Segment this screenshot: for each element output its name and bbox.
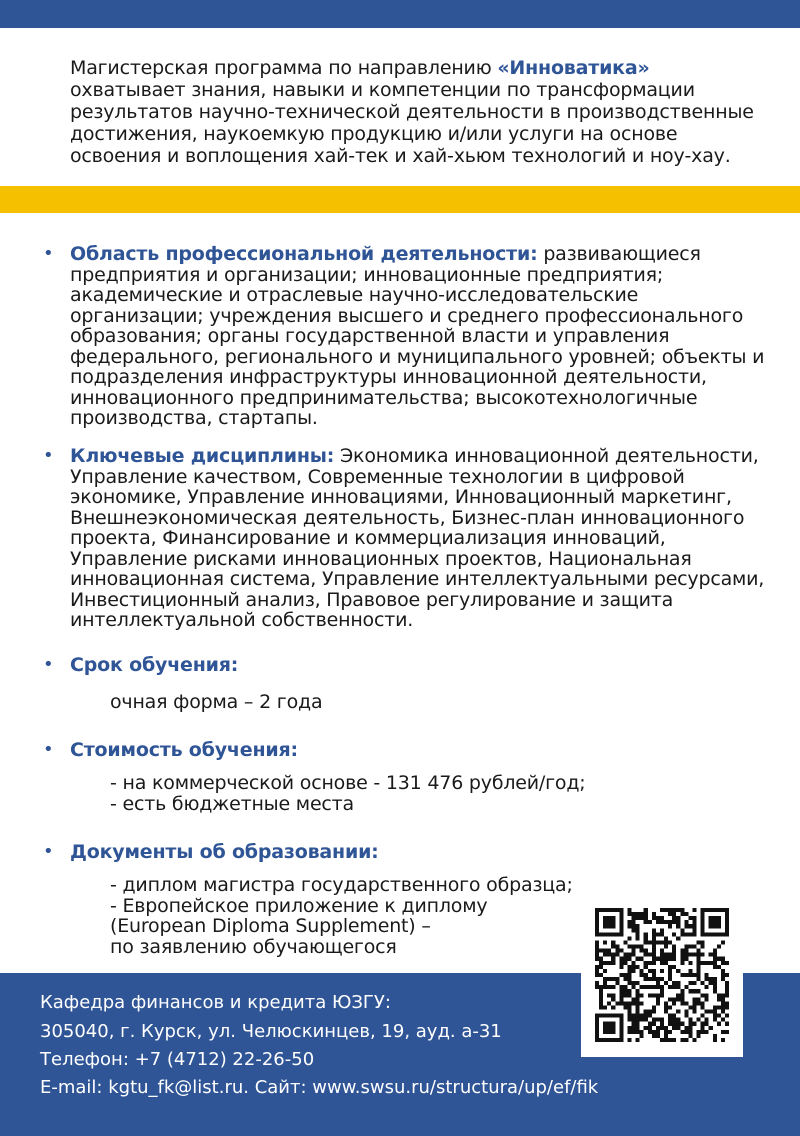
detail-line: - есть бюджетные места — [110, 792, 354, 815]
section-title: Стоимость обучения: — [70, 739, 298, 761]
section-text: Экономика инновационной деятельности, Управление качеством, Современные технологии в цифровой экономике, Управление инновациями, Инновационный маркетинг, Внешнеэкономическая деятельность, Бизнес-план инновационного проекта, Финансирование и коммерциализация инноваций, Управление рисками инновационных проектов, Национальная инновационная система, Управление интеллектуальными ресурсами, Инвестиционный анализ, Правовое регулирование и защита интеллектуальной собственности. — [70, 445, 765, 631]
bullet-icon: • — [43, 739, 54, 760]
section-study-duration — [43, 654, 770, 676]
section-professional-field — [43, 243, 770, 429]
phone: Телефон: +7 (4712) 22-26-50 — [40, 1049, 315, 1070]
bullet-icon: • — [43, 841, 54, 862]
detail-line: очная форма – 2 года — [110, 691, 323, 713]
section-title: Срок обучения: — [70, 654, 239, 676]
detail-line: - диплом магистра государственного образца; — [110, 874, 573, 896]
email-and-website: E-mail: kgtu_fk@list.ru. Сайт: www.swsu.ru/structura/up/ef/fik — [40, 1077, 599, 1098]
section-education-documents — [43, 841, 770, 863]
top-blue-bar — [0, 0, 800, 28]
study-duration-details — [110, 692, 590, 713]
qr-code-icon — [595, 908, 729, 1042]
section-title: Документы об образовании: — [70, 841, 379, 863]
detail-line: (European Diploma Supplement) – — [110, 915, 431, 937]
detail-line: - на коммерческой основе - 131 476 рублей/год; — [110, 772, 586, 794]
yellow-divider-band — [0, 186, 800, 213]
section-title: Ключевые дисциплины: — [70, 445, 335, 467]
intro-text-after: охватывает знания, навыки и компетенции по трансформации результатов научно-технической деятельности в производственные достижения, наукоемкую продукцию и/или услуги на основе освоения и воплощения хай-тек и хай-хьюм технологий и ноу-хау. — [70, 79, 754, 167]
address: 305040, г. Курск, ул. Челюскинцев, 19, ауд. а-31 — [40, 1021, 502, 1042]
bullet-icon: • — [43, 243, 54, 264]
program-name: «Инноватика» — [497, 57, 650, 79]
qr-code[interactable] — [581, 893, 743, 1057]
intro-paragraph — [70, 57, 770, 167]
intro-text-before: Магистерская программа по направлению — [70, 57, 498, 79]
detail-line: - Европейское приложение к диплому — [110, 894, 488, 917]
detail-line: по заявлению обучающегося — [110, 935, 397, 958]
bullet-icon: • — [43, 445, 54, 466]
documents-details — [110, 875, 590, 957]
section-tuition-cost — [43, 739, 770, 761]
section-key-disciplines — [43, 445, 770, 631]
tuition-details — [110, 773, 590, 814]
section-title: Область профессиональной деятельности: — [70, 243, 538, 265]
department-name: Кафедра финансов и кредита ЮЗГУ: — [40, 992, 391, 1013]
bullet-icon: • — [43, 654, 54, 675]
section-text: развивающиеся предприятия и организации; инновационные предприятия; академические и отраслевые научно-исследовательские организации; учреждения высшего и среднего профессионального образования; органы государственной власти и управления федерального, регионального и муниципального уровней; объекты и подразделения инфраструктуры инновационной деятельности, инновационного предпринимательства; высокотехнологичные производства, стартапы. — [70, 243, 765, 429]
